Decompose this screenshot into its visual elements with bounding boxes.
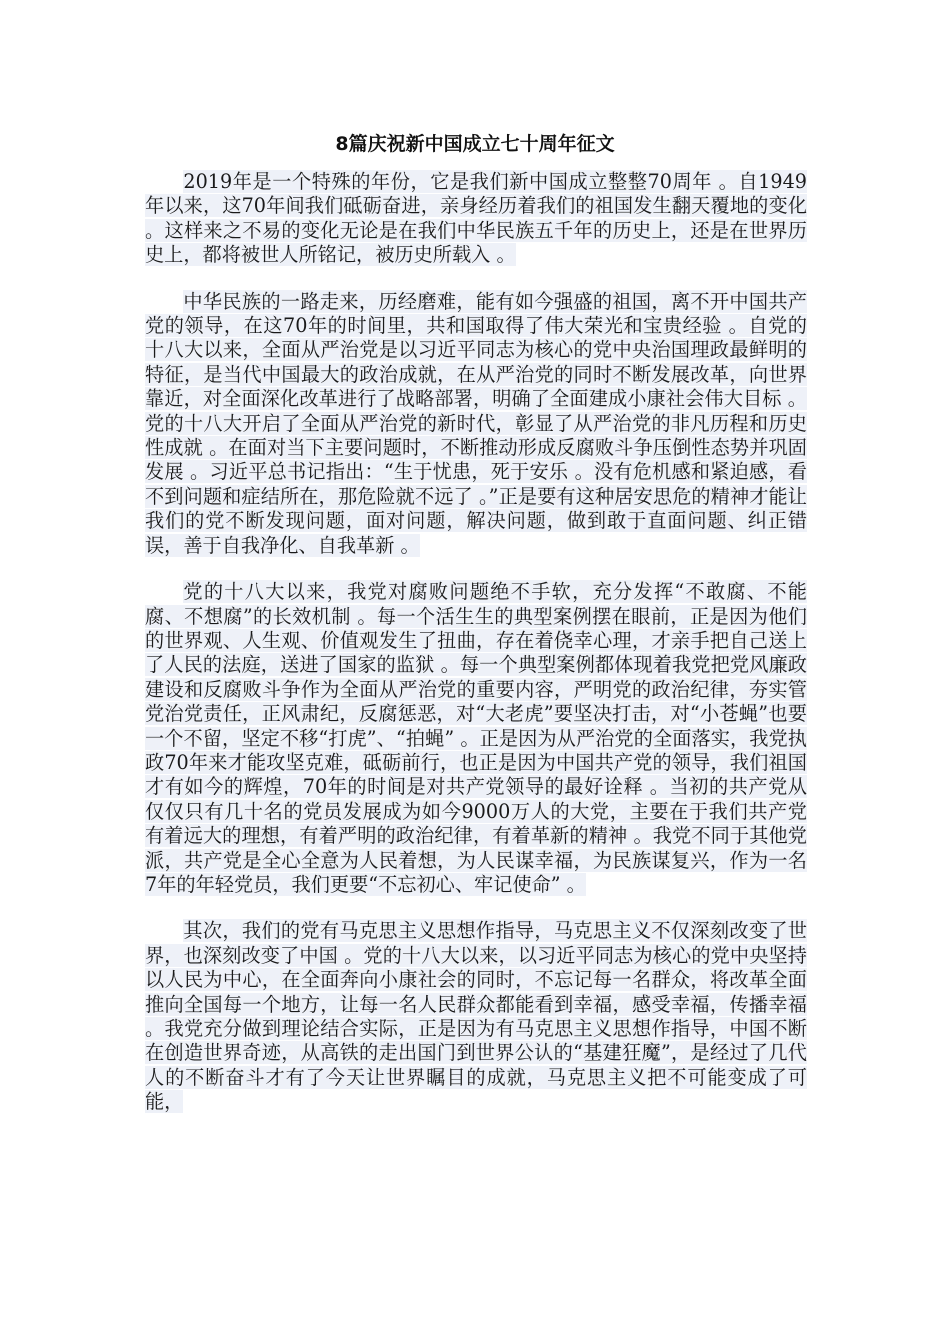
paragraph-3-text: 党的十八大以来，我党对腐败问题绝不手软，充分发挥“不敢腐、不能腐、不想腐”的长效机制 。每一个活生生的典型案例摆在眼前，正是因为他们的世界观、人生观、价值观发生了扭曲，存在着侥幸心理，才亲手把自己送上了人民的法庭，送进了国家的监狱 。每一个典型案例都体现着我党把党风廉政建设和反腐败斗争作为全面从严治党的重要内容，严明党的政治纪律，夯实管党治党责任，正风肃纪，反腐惩恶，对“大老虎”要坚决打击，对“小苍蝇”也要一个不留，坚定不移“打虎”、“拍蝇” 。正是因为从严治党的全面落实，我党执政70年来才能攻坚克难，砥砺前行，也正是因为中国共产党的领导，我们祖国才有如今的辉煌，70年的时间是对共产党领导的最好诠释 。当初的共产党从仅仅只有几十名的党员发展成为如今9000万人的大党，主要在于我们共产党有着远大的理想，有着严明的政治纪律，有着革新的精神 。我党不同于其他党派，共产党是全心全意为人民着想，为人民谋幸福，为民族谋复兴，作为一名7年的年轻党员，我们更要“不忘初心、牢记使命” 。 <box>145 580 807 896</box>
paragraph-1 <box>145 170 807 268</box>
document-title: 8篇庆祝新中国成立七十周年征文 <box>335 133 615 155</box>
paragraph-4 <box>145 919 807 1114</box>
document-body <box>145 170 807 1137</box>
paragraph-1-text: 2019年是一个特殊的年份，它是我们新中国成立整整70周年 。自1949年以来，这70年间我们砥砺奋进，亲身经历着我们的祖国发生翻天覆地的变化 。这样来之不易的变化无论是在我们中华民族五千年的历史上，还是在世界历史上，都将被世人所铭记，被历史所载入 。 <box>145 170 807 267</box>
paragraph-2-text: 中华民族的一路走来，历经磨难，能有如今强盛的祖国，离不开中国共产党的领导，在这70年的时间里，共和国取得了伟大荣光和宝贵经验 。自党的十八大以来，全面从严治党是以习近平同志为核心的党中央治国理政最鲜明的特征，是当代中国最大的政治成就，在从严治党的同时不断发展改革，向世界靠近，对全面深化改革进行了战略部署，明确了全面建成小康社会伟大目标 。党的十八大开启了全面从严治党的新时代，彰显了从严治党的非凡历程和历史性成就 。在面对当下主要问题时，不断推动形成反腐败斗争压倒性态势并巩固发展 。习近平总书记指出：“生于忧患，死于安乐 。没有危机感和紧迫感，看不到问题和症结所在，那危险就不远了 。”正是要有这种居安思危的精神才能让我们的党不断发现问题，面对问题，解决问题，做到敢于直面问题、纠正错误，善于自我净化、自我革新 。 <box>145 289 807 557</box>
paragraph-3 <box>145 580 807 897</box>
paragraph-2 <box>145 290 807 558</box>
paragraph-4-text: 其次，我们的党有马克思主义思想作指导，马克思主义不仅深刻改变了世界，也深刻改变了中国 。党的十八大以来，以习近平同志为核心的党中央坚持以人民为中心，在全面奔向小康社会的同时，不忘记每一名群众，将改革全面推向全国每一个地方，让每一名人民群众都能看到幸福，感受幸福，传播幸福 。我党充分做到理论结合实际，正是因为有马克思主义思想作指导，中国不断在创造世界奇迹，从高铁的走出国门到世界公认的“基建狂魔”，是经过了几代人的不断奋斗才有了今天让世界瞩目的成就，马克思主义把不可能变成了可能， <box>145 919 807 1114</box>
